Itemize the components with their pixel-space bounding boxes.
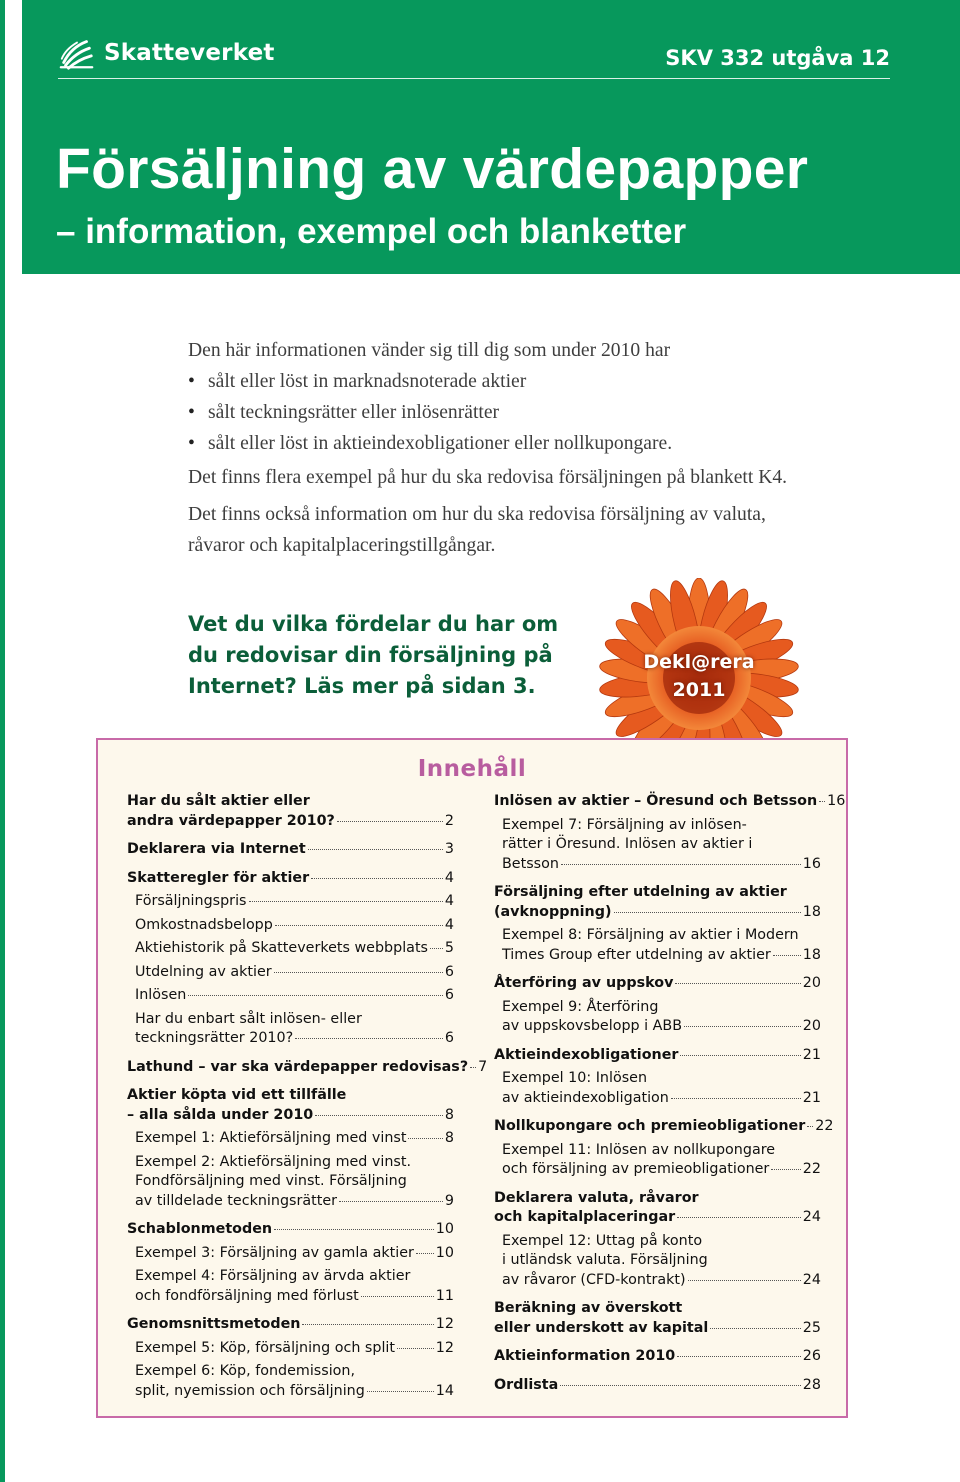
toc-entry-text: av tilldelade teckningsrätter [135,1192,337,1209]
header-divider [58,78,890,79]
intro-bullet-list [188,366,808,459]
toc-entry-text: Aktier köpta vid ett tillfälle [127,1087,347,1103]
toc-entry[interactable] [127,1267,454,1306]
toc-leader-dots [274,1229,434,1230]
toc-entry-text: Exempel 4: Försäljning av ärvda aktier [135,1268,411,1284]
toc-entry-text: Aktiehistorik på Skatteverkets webbplats [135,940,428,956]
toc-page-number: 16 [827,793,846,809]
toc-entry-text: av råvaror (CFD-kontrakt) [502,1271,686,1288]
toc-entry[interactable] [127,869,454,889]
toc-entry[interactable] [127,939,454,959]
toc-heading: Innehåll [417,756,527,782]
toc-leader-dots [274,972,443,973]
toc-column-right [494,792,846,1395]
toc-entry-text: av aktieindexobligation [502,1089,669,1106]
toc-page-number: 22 [815,1118,834,1134]
toc-entry[interactable] [127,986,454,1006]
toc-entry[interactable] [494,1189,821,1228]
toc-entry-text: Exempel 12: Uttag på konto [502,1232,703,1249]
toc-entry-text: Utdelning av aktier [135,963,272,980]
intro-bullet: • sålt eller löst in aktieindexobligationer eller nollkupongare. [188,428,808,459]
toc-entry[interactable] [127,963,454,983]
toc-page-number: 12 [435,1339,454,1356]
toc-entry[interactable] [127,892,454,912]
toc-entry-text: Exempel 11: Inlösen av nollkupongare [502,1141,776,1158]
toc-page-number: 22 [802,1161,821,1177]
toc-leader-dots [311,878,443,879]
toc-leader-dots [339,1201,443,1202]
toc-leader-dots [677,1217,801,1218]
toc-leader-dots [416,1253,434,1254]
toc-leader-dots [819,801,825,802]
cover-header [22,0,960,274]
toc-entry-text: Inlösen av aktier – Öresund och Betsson [494,793,818,809]
toc-entry-text: (avknoppning) [494,903,612,920]
toc-entry-text: Exempel 2: Aktieförsäljning med vinst. [135,1153,412,1170]
toc-page-number: 6 [444,987,454,1003]
toc-entry[interactable] [494,1299,821,1338]
toc-entry[interactable] [127,1315,454,1335]
toc-page-number: 20 [802,975,821,991]
toc-page-number: 21 [802,1046,821,1063]
toc-column-left [127,792,488,1401]
org-name: Skatteverket [104,40,275,66]
toc-entry-text: Försäljning efter utdelning av aktier [494,884,787,900]
toc-leader-dots [560,1385,801,1386]
toc-page-number: 2 [444,812,454,829]
toc-page-number: 24 [802,1209,821,1225]
toc-entry-text: Lathund – var ska värdepapper redovisas? [127,1058,469,1075]
toc-page-number: 6 [444,1030,454,1046]
toc-entry[interactable] [127,792,454,831]
toc-entry-text: Aktieindexobligationer [494,1046,679,1063]
toc-entry-text: andra värdepapper 2010? [127,812,335,829]
toc-entry-text: Exempel 1: Aktieförsäljning med vinst [135,1130,407,1146]
toc-page-number: 3 [444,841,454,857]
toc-page-number: 4 [444,869,454,886]
toc-entry-text: Exempel 9: Återföring [502,998,659,1015]
toc-entry[interactable] [127,1058,488,1078]
toc-page-number: 7 [478,1058,488,1075]
toc-leader-dots [275,925,443,926]
table-of-contents [96,738,848,1418]
toc-page-number: 20 [802,1018,821,1034]
toc-entry-text: Försäljningspris [135,893,247,909]
left-edge-stripe [0,0,5,1482]
toc-leader-dots [671,1098,801,1099]
badge-line-2: 2011 [672,679,726,701]
badge-line-1: Dekl@rera [643,651,755,673]
toc-leader-dots [367,1391,434,1392]
toc-entry-text: Exempel 10: Inlösen [502,1070,648,1086]
toc-entry[interactable] [494,1232,821,1291]
toc-entry-text: Deklarera via Internet [127,841,306,857]
intro-paragraph-currency: Det finns också information om hur du ska redovisa försäljning av valuta, råvaror och kapitalplaceringstillgångar. [188,504,766,556]
toc-entry-text: och fondförsäljning med förlust [135,1287,359,1304]
toc-entry[interactable] [127,1129,454,1149]
toc-leader-dots [408,1138,442,1139]
toc-entry-text: Exempel 8: Försäljning av aktier i Modern [502,927,799,943]
internet-promo: Vet du vilka fördelar du har om du redovisar din försäljning på Internet? Läs mer på sidan 3. [188,612,559,698]
brand-logo [58,34,275,72]
toc-entry-text: Skatteregler för aktier [127,869,310,886]
toc-entry[interactable] [494,1141,821,1180]
dekl-badge [594,648,804,704]
toc-entry-text: Aktieinformation 2010 [494,1348,676,1364]
toc-page-number: 9 [444,1192,454,1209]
toc-page-number: 4 [444,916,454,933]
toc-entry-text: och kapitalplaceringar [494,1209,676,1225]
toc-leader-dots [684,1026,801,1027]
toc-leader-dots [807,1126,813,1127]
toc-leader-dots [680,1055,800,1056]
toc-entry-text: eller underskott av kapital [494,1319,709,1336]
toc-entry[interactable] [494,816,821,875]
toc-entry[interactable] [494,792,846,812]
toc-leader-dots [675,983,800,984]
toc-leader-dots [249,901,443,902]
intro-paragraph-examples: Det finns flera exempel på hur du ska redovisa försäljningen på blankett K4. [188,467,788,488]
toc-leader-dots [315,1115,443,1116]
toc-entry[interactable] [494,998,821,1037]
toc-entry-text: Återföring av uppskov [494,975,674,991]
intro-bullet: • sålt eller löst in marknadsnoterade aktier [188,366,808,397]
intro-bullet: • sålt teckningsrätter eller inlösenrätter [188,397,808,428]
toc-entry-text: Schablonmetoden [127,1221,273,1237]
toc-leader-dots [337,821,443,822]
toc-leader-dots [308,849,443,850]
toc-entry[interactable] [127,1010,454,1049]
toc-page-number: 10 [435,1244,454,1261]
toc-entry-text: av uppskovsbelopp i ABB [502,1018,683,1034]
toc-leader-dots [397,1348,434,1349]
toc-entry[interactable] [494,1117,834,1137]
toc-entry-text: Nollkupongare och premieobligationer [494,1118,806,1134]
toc-leader-dots [295,1038,443,1039]
intro-lead: Den här informationen vänder sig till dig som under 2010 har [188,340,671,361]
toc-entry-text: Genomsnittsmetoden [127,1316,301,1332]
toc-entry[interactable] [127,1220,454,1240]
toc-entry-text: Deklarera valuta, råvaror [494,1189,699,1206]
toc-entry[interactable] [127,1362,454,1401]
toc-entry-text: Har du enbart sålt inlösen- eller [135,1010,362,1027]
toc-page-number: 21 [802,1089,821,1106]
toc-leader-dots [688,1280,801,1281]
page-title: Försäljning av värdepapper [56,137,809,201]
toc-page-number: 6 [444,963,454,980]
page-subtitle: – information, exempel och blanketter [56,212,687,251]
toc-page-number: 8 [444,1106,454,1123]
toc-entry-text: split, nyemission och försäljning [135,1382,365,1399]
toc-page-number: 14 [435,1382,454,1399]
toc-entry[interactable] [127,1153,454,1212]
toc-entry-text: Beräkning av överskott [494,1300,683,1316]
toc-entry-text: Fondförsäljning med vinst. Försäljning [135,1173,407,1189]
intro-text [188,335,808,567]
toc-entry[interactable] [127,840,454,860]
toc-page-number: 4 [444,893,454,909]
toc-entry-text: i utländsk valuta. Försäljning [502,1252,708,1268]
toc-page-number: 28 [802,1376,821,1393]
toc-page-number: 18 [802,903,821,920]
toc-page-number: 11 [435,1287,454,1304]
toc-entry-text: Exempel 3: Försäljning av gamla aktier [135,1244,414,1261]
toc-entry-text: Har du sålt aktier eller [127,793,310,809]
toc-entry[interactable] [494,974,821,994]
toc-page-number: 24 [802,1271,821,1288]
toc-entry-text: – alla sålda under 2010 [127,1106,314,1123]
toc-entry[interactable] [127,1339,454,1359]
toc-page-number: 16 [802,855,821,872]
toc-entry[interactable] [127,1086,454,1125]
toc-leader-dots [677,1356,801,1357]
toc-leader-dots [430,948,443,949]
toc-entry-text: Inlösen [135,987,187,1003]
toc-entry[interactable] [494,926,821,965]
toc-entry[interactable] [494,1046,821,1066]
toc-page-number: 18 [802,946,821,963]
toc-leader-dots [561,864,801,865]
toc-entry[interactable] [494,1376,821,1396]
toc-leader-dots [470,1067,476,1068]
toc-entry[interactable] [127,916,454,936]
toc-page-number: 10 [435,1221,454,1237]
toc-leader-dots [188,995,443,996]
toc-entry-text: rätter i Öresund. Inlösen av aktier i [502,836,753,852]
toc-entry-text: Exempel 7: Försäljning av inlösen- [502,816,747,833]
toc-entry-text: Exempel 5: Köp, försäljning och split [135,1339,396,1356]
toc-leader-dots [361,1296,434,1297]
document-code: SKV 332 utgåva 12 [665,46,890,70]
toc-page-number: 12 [435,1316,454,1332]
toc-entry-text: Ordlista [494,1376,559,1393]
toc-page-number: 26 [802,1348,821,1364]
toc-leader-dots [771,1169,800,1170]
toc-entry[interactable] [494,1069,821,1108]
toc-leader-dots [302,1324,433,1325]
toc-entry-text: Betsson [502,855,559,872]
skatteverket-logo-icon [58,34,96,72]
toc-page-number: 25 [802,1319,821,1336]
toc-entry-text: Times Group efter utdelning av aktier [502,946,771,963]
toc-leader-dots [773,955,801,956]
toc-entry-text: teckningsrätter 2010? [135,1030,294,1046]
toc-leader-dots [710,1328,801,1329]
toc-leader-dots [614,912,801,913]
toc-entry-text: och försäljning av premieobligationer [502,1161,770,1177]
toc-entry[interactable] [494,883,821,922]
toc-entry-text: Exempel 6: Köp, fondemission, [135,1363,356,1379]
toc-entry[interactable] [127,1244,454,1264]
toc-page-number: 5 [444,940,454,956]
toc-page-number: 8 [444,1130,454,1146]
toc-entry[interactable] [494,1347,821,1367]
toc-entry-text: Omkostnadsbelopp [135,916,273,933]
